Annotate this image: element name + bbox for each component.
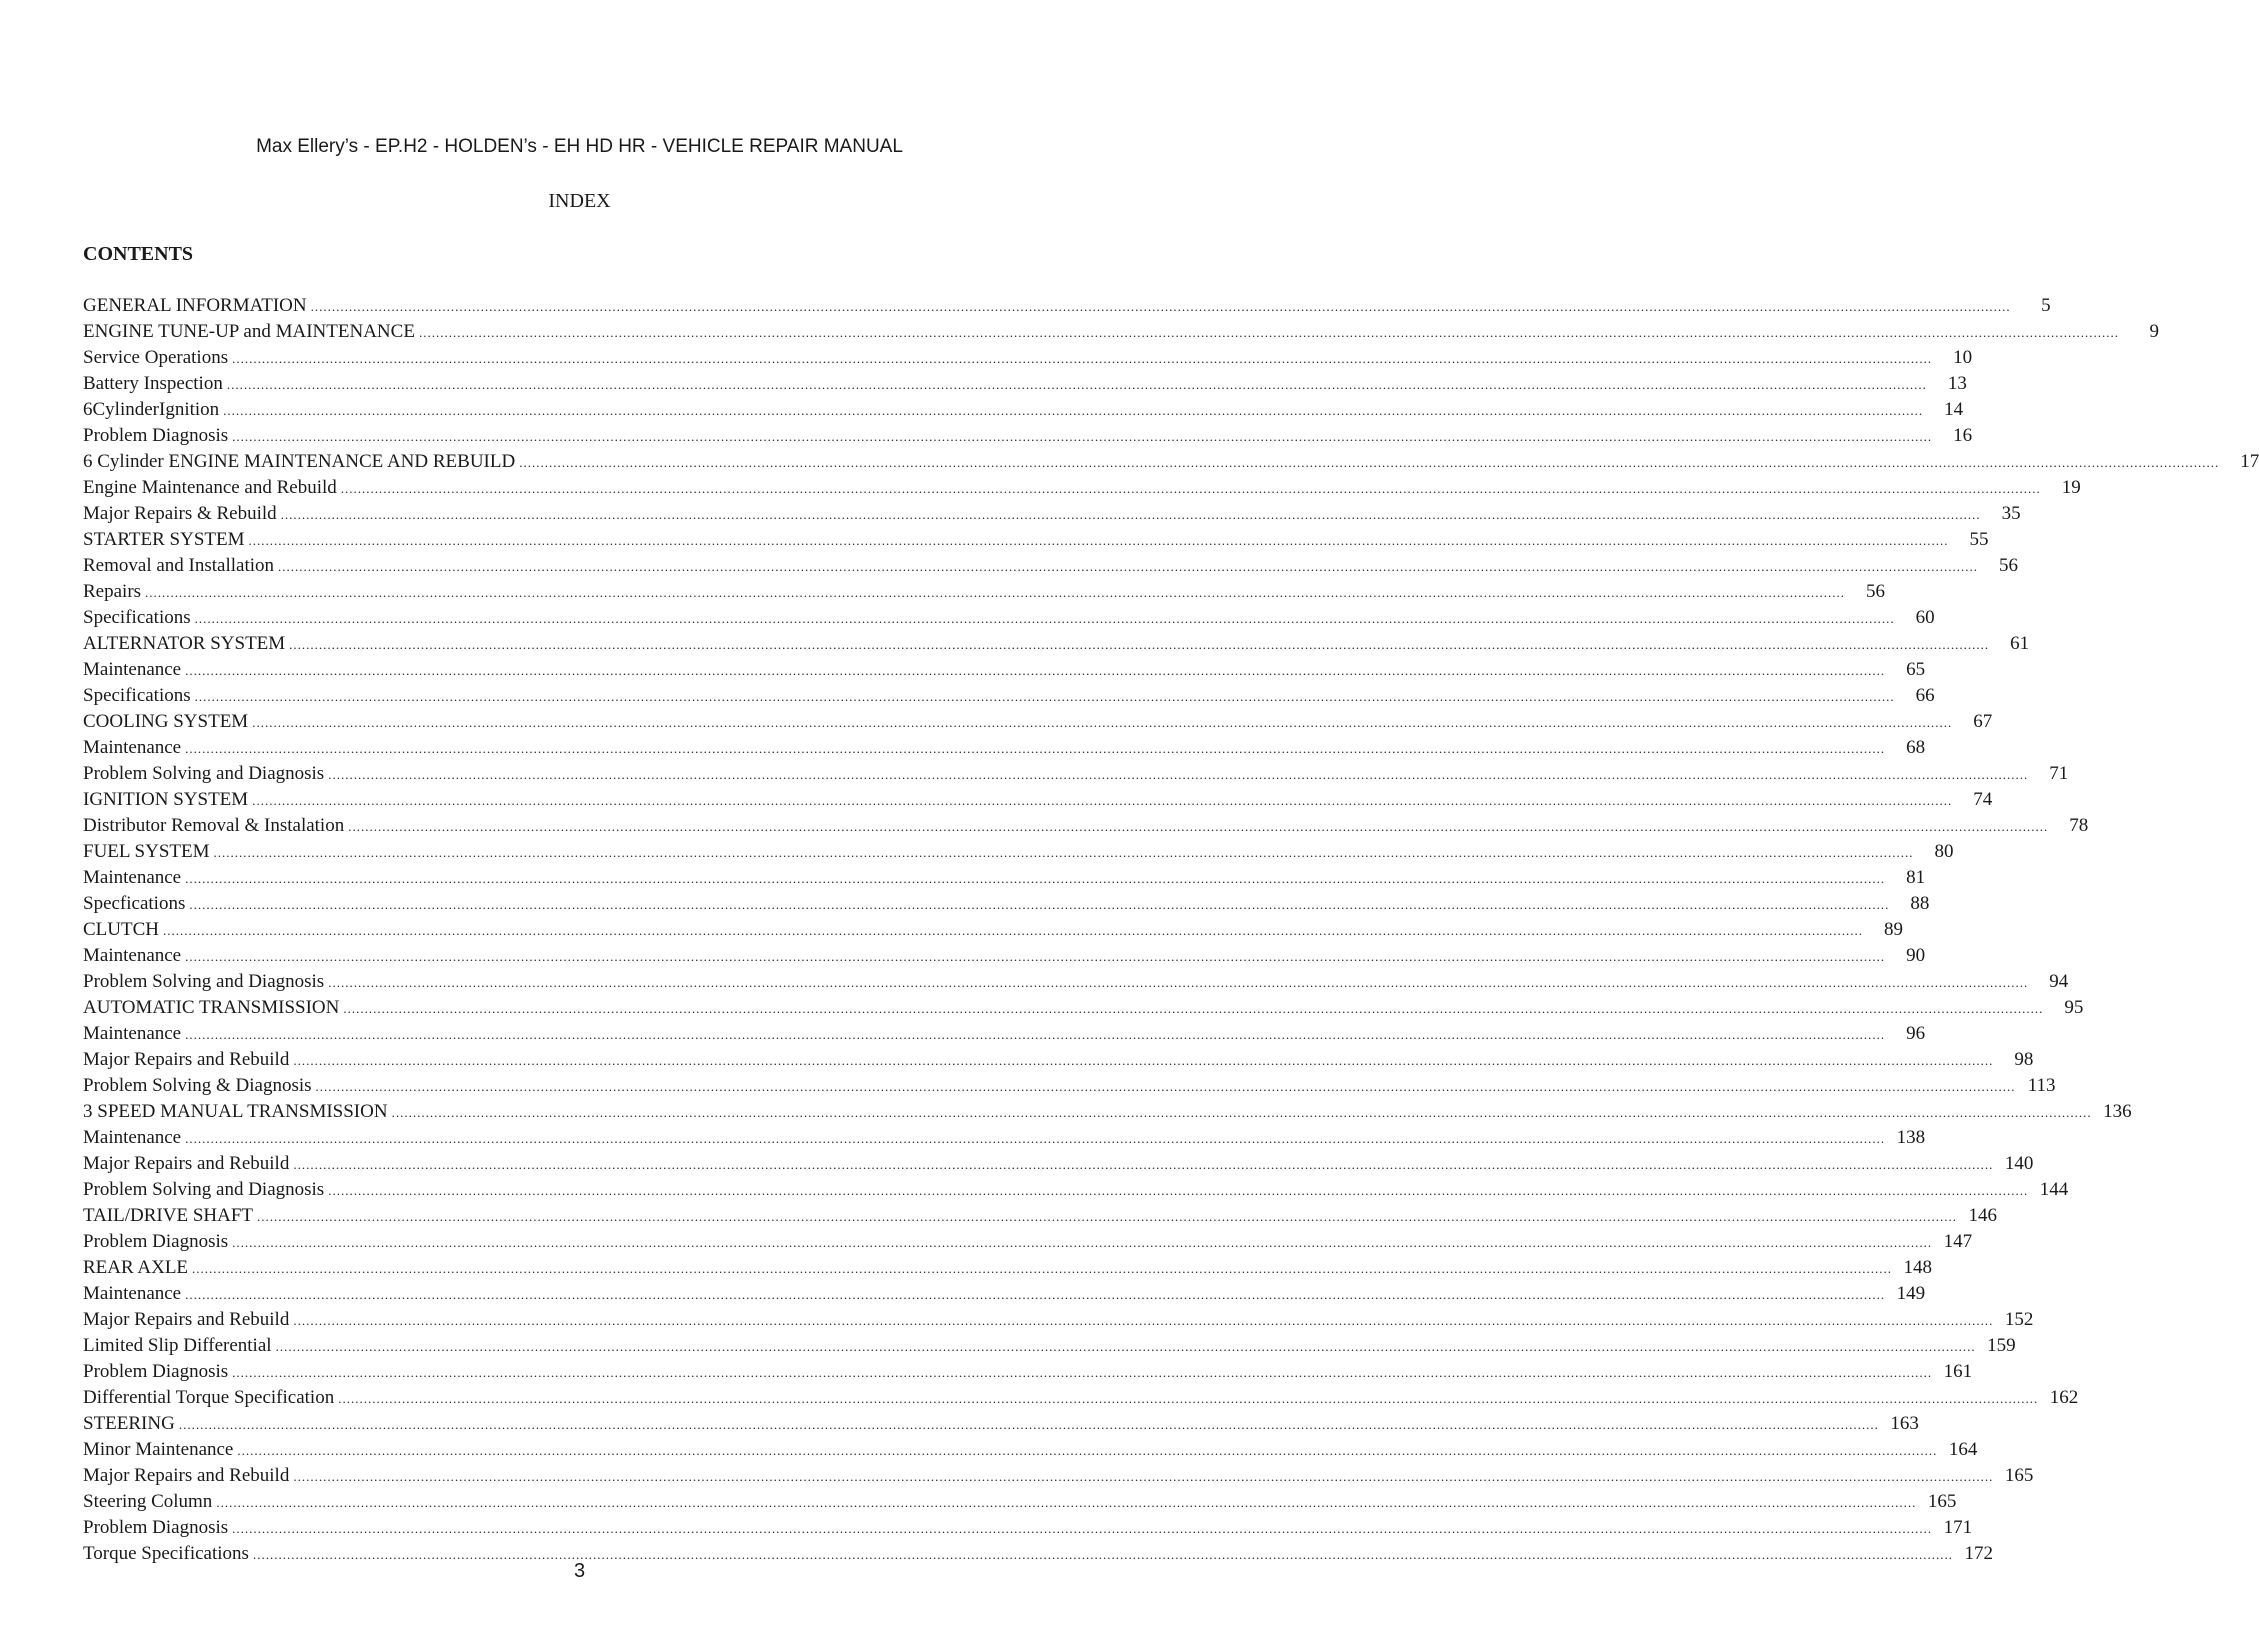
toc-entry [83,709,1993,735]
toc-entry [83,397,1964,423]
toc-entry [83,1021,1926,1047]
toc-leader-dots: ................................................................................................................................................................................................................................................................................................................................................................................................................ [232,429,1933,444]
toc-leader-dots: ................................................................................................................................................................................................................................................................................................................................................................................................................ [293,1469,1994,1484]
toc-leader-dots: ................................................................................................................................................................................................................................................................................................................................................................................................................ [194,689,1895,704]
toc-leader-dots: ................................................................................................................................................................................................................................................................................................................................................................................................................ [237,1443,1938,1458]
toc-entry [83,1281,1926,1307]
toc-entry-label: Service Operations [83,347,229,368]
toc-entry-page: 14 [1944,399,1964,420]
toc-entry [83,683,1935,709]
toc-entry-label: ENGINE TUNE-UP and MAINTENANCE [83,321,415,342]
toc-entry-page: 80 [1934,841,1954,862]
toc-entry-page: 56 [1999,555,2019,576]
toc-entry [83,371,1967,397]
toc-entry [83,1463,2034,1489]
toc-entry-label: AUTOMATIC TRANSMISSION [83,997,340,1018]
toc-leader-dots: ................................................................................................................................................................................................................................................................................................................................................................................................................ [257,1209,1957,1224]
toc-leader-dots: ................................................................................................................................................................................................................................................................................................................................................................................................................ [163,923,1863,938]
toc-entry-label: Maintenance [83,1283,182,1304]
toc-entry [83,839,1954,865]
toc-entry-label: Minor Maintenance [83,1439,234,1460]
toc-entry-page: 35 [2001,503,2021,524]
toc-leader-dots: ................................................................................................................................................................................................................................................................................................................................................................................................................ [328,975,2029,990]
toc-leader-dots: ................................................................................................................................................................................................................................................................................................................................................................................................................ [223,403,1924,418]
toc-entry-page: 162 [2049,1387,2079,1408]
toc-entry-page: 61 [2010,633,2030,654]
toc-leader-dots: ................................................................................................................................................................................................................................................................................................................................................................................................................ [192,1261,1893,1276]
toc-entry-page: 163 [1890,1413,1919,1434]
toc-leader-dots: ................................................................................................................................................................................................................................................................................................................................................................................................................ [232,1365,1933,1380]
toc-entry-label: Major Repairs and Rebuild [83,1309,290,1330]
toc-entry-page: 19 [2061,477,2081,498]
toc-entry-page: 149 [1896,1283,1926,1304]
toc-entry [83,1099,2132,1125]
toc-entry-label: 6CylinderIgnition [83,399,220,420]
toc-entry-page: 144 [2039,1179,2069,1200]
toc-leader-dots: ................................................................................................................................................................................................................................................................................................................................................................................................................ [185,663,1886,678]
toc-entry-label: Distributor Removal & Instalation [83,815,345,836]
toc-leader-dots: ................................................................................................................................................................................................................................................................................................................................................................................................................ [315,1079,2016,1094]
toc-entry-page: 65 [1906,659,1926,680]
toc-entry-page: 96 [1906,1023,1926,1044]
toc-entry-label: Problem Solving & Diagnosis [83,1075,312,1096]
toc-leader-dots: ................................................................................................................................................................................................................................................................................................................................................................................................................ [328,767,2029,782]
toc-entry [83,579,1886,605]
toc-leader-dots: ................................................................................................................................................................................................................................................................................................................................................................................................................ [391,1105,2092,1120]
toc-entry-page: 68 [1906,737,1926,758]
toc-entry-label: Major Repairs and Rebuild [83,1049,290,1070]
toc-entry-page: 17 [2240,451,2259,472]
toc-leader-dots: ................................................................................................................................................................................................................................................................................................................................................................................................................ [178,1417,1879,1432]
toc-entry-page: 161 [1943,1361,1973,1382]
toc-entry [83,1255,1933,1281]
toc-leader-dots: ................................................................................................................................................................................................................................................................................................................................................................................................................ [194,611,1895,626]
toc-leader-dots: ................................................................................................................................................................................................................................................................................................................................................................................................................ [293,1313,1994,1328]
toc-entry [83,917,1903,943]
toc-entry-label: CLUTCH [83,919,159,940]
toc-entry [83,475,2081,501]
toc-entry-label: Problem Solving and Diagnosis [83,1179,325,1200]
toc-entry [83,1437,1978,1463]
toc-entry [83,995,2084,1021]
toc-entry [83,943,1926,969]
toc-leader-dots: ................................................................................................................................................................................................................................................................................................................................................................................................................ [248,533,1949,548]
toc-leader-dots: ................................................................................................................................................................................................................................................................................................................................................................................................................ [348,819,2049,834]
toc-entry-page: 78 [2069,815,2089,836]
toc-leader-dots: ................................................................................................................................................................................................................................................................................................................................................................................................................ [232,351,1933,366]
toc-entry-label: Torque Specifications [83,1543,249,1564]
toc-entry [83,657,1926,683]
toc-leader-dots: ................................................................................................................................................................................................................................................................................................................................................................................................................ [252,793,1953,808]
toc-entry-label: Engine Maintenance and Rebuild [83,477,337,498]
toc-leader-dots: ................................................................................................................................................................................................................................................................................................................................................................................................................ [328,1183,2029,1198]
toc-entry [83,735,1926,761]
toc-entry-page: 88 [1910,893,1930,914]
toc-entry [83,449,2259,475]
toc-leader-dots: ................................................................................................................................................................................................................................................................................................................................................................................................................ [343,1001,2044,1016]
toc-entry [83,1073,2056,1099]
toc-leader-dots: ................................................................................................................................................................................................................................................................................................................................................................................................................ [252,715,1953,730]
toc-entry-page: 81 [1906,867,1926,888]
toc-entry-label: Differential Torque Specification [83,1387,335,1408]
toc-entry [83,631,2030,657]
toc-entry-page: 60 [1915,607,1935,628]
toc-leader-dots: ................................................................................................................................................................................................................................................................................................................................................................................................................ [185,1287,1886,1302]
toc-leader-dots: ................................................................................................................................................................................................................................................................................................................................................................................................................ [145,585,1846,600]
toc-entry [83,1411,1919,1437]
toc-leader-dots: ................................................................................................................................................................................................................................................................................................................................................................................................................ [280,507,1981,522]
toc-entry-label: TAIL/DRIVE SHAFT [83,1205,253,1226]
toc-entry-label: 6 Cylinder ENGINE MAINTENANCE AND REBUILD [83,451,516,472]
toc-entry-page: 16 [1953,425,1973,446]
toc-entry-label: Specifications [83,685,191,706]
toc-entry-label: Maintenance [83,659,182,680]
toc-entry [83,891,1930,917]
toc-leader-dots: ................................................................................................................................................................................................................................................................................................................................................................................................................ [232,1521,1933,1536]
toc-entry-page: 165 [2004,1465,2034,1486]
toc-entry-page: 146 [1968,1205,1997,1226]
toc-entry [83,865,1926,891]
toc-entry-page: 5 [2041,295,2051,316]
toc-entry-page: 165 [1927,1491,1957,1512]
toc-leader-dots: ................................................................................................................................................................................................................................................................................................................................................................................................................ [293,1157,1994,1172]
toc-leader-dots: ................................................................................................................................................................................................................................................................................................................................................................................................................ [185,741,1886,756]
toc-entry [83,787,1993,813]
toc-leader-dots: ................................................................................................................................................................................................................................................................................................................................................................................................................ [275,1339,1976,1354]
toc-entry-label: Problem Solving and Diagnosis [83,763,325,784]
toc-entry [83,1359,1973,1385]
toc-entry-page: 136 [2103,1101,2132,1122]
toc-leader-dots: ................................................................................................................................................................................................................................................................................................................................................................................................................ [519,455,2220,470]
toc-entry-page: 90 [1906,945,1926,966]
toc-entry-page: 13 [1947,373,1967,394]
toc-entry [83,761,2069,787]
toc-entry-label: Removal and Installation [83,555,275,576]
toc-entry-label: Problem Diagnosis [83,1231,229,1252]
toc-leader-dots: ................................................................................................................................................................................................................................................................................................................................................................................................................ [185,1131,1886,1146]
toc-leader-dots: ................................................................................................................................................................................................................................................................................................................................................................................................................ [252,1547,1953,1562]
toc-entry [83,969,2069,995]
toc-entry-label: Maintenance [83,737,182,758]
toc-entry [83,423,1973,449]
toc-leader-dots: ................................................................................................................................................................................................................................................................................................................................................................................................................ [185,949,1886,964]
toc-entry-page: 56 [1866,581,1886,602]
toc-entry-page: 138 [1896,1127,1926,1148]
toc-entry [83,1177,2069,1203]
toc-entry-label: FUEL SYSTEM [83,841,210,862]
contents-heading: CONTENTS [83,243,194,265]
toc-entry-label: Maintenance [83,945,182,966]
toc-entry-label: Maintenance [83,1023,182,1044]
toc-leader-dots: ................................................................................................................................................................................................................................................................................................................................................................................................................ [226,377,1927,392]
toc-entry [83,345,1973,371]
toc-entry-page: 113 [2027,1075,2056,1096]
toc-entry-label: Major Repairs & Rebuild [83,503,277,524]
toc-entry-label: Limited Slip Differential [83,1335,272,1356]
toc-entry-label: Major Repairs and Rebuild [83,1465,290,1486]
toc-entry-label: Specfications [83,893,186,914]
toc-entry-page: 10 [1953,347,1973,368]
toc-entry-page: 171 [1943,1517,1973,1538]
toc-leader-dots: ................................................................................................................................................................................................................................................................................................................................................................................................................ [213,845,1914,860]
toc-entry [83,1515,1973,1541]
toc-entry [83,553,2019,579]
toc-entry-page: 89 [1884,919,1903,940]
toc-entry-label: Problem Diagnosis [83,425,229,446]
toc-entry [83,1307,2034,1333]
toc-entry-page: 9 [2149,321,2159,342]
toc-entry-page: 148 [1903,1257,1933,1278]
toc-entry-label: Problem Diagnosis [83,1361,229,1382]
toc-leader-dots: ................................................................................................................................................................................................................................................................................................................................................................................................................ [293,1053,1994,1068]
toc-entry [83,1125,1926,1151]
toc-entry-label: STEERING [83,1413,175,1434]
toc-leader-dots: ................................................................................................................................................................................................................................................................................................................................................................................................................ [278,559,1979,574]
toc-leader-dots: ................................................................................................................................................................................................................................................................................................................................................................................................................ [289,637,1990,652]
toc-entry-page: 66 [1915,685,1935,706]
toc-entry [83,1489,1957,1515]
toc-entry-label: Repairs [83,581,142,602]
toc-leader-dots: ................................................................................................................................................................................................................................................................................................................................................................................................................ [185,1027,1886,1042]
toc-entry-page: 172 [1964,1543,1993,1564]
toc-leader-dots: ................................................................................................................................................................................................................................................................................................................................................................................................................ [189,897,1890,912]
toc-entry [83,319,2159,345]
toc-entry [83,293,2051,319]
toc-entry [83,1385,2079,1411]
toc-entry-page: 164 [1948,1439,1978,1460]
toc-entry [83,1203,1997,1229]
table-of-contents [83,293,2259,1567]
toc-entry-label: GENERAL INFORMATION [83,295,307,316]
toc-entry [83,605,1935,631]
toc-entry-page: 74 [1973,789,1993,810]
toc-entry-page: 67 [1973,711,1993,732]
toc-entry-label: Maintenance [83,867,182,888]
toc-entry-label: Problem Diagnosis [83,1517,229,1538]
toc-entry-label: COOLING SYSTEM [83,711,249,732]
toc-entry [83,813,2089,839]
toc-entry [83,501,2021,527]
toc-entry [83,1047,2034,1073]
toc-leader-dots: ................................................................................................................................................................................................................................................................................................................................................................................................................ [185,871,1886,886]
toc-leader-dots: ................................................................................................................................................................................................................................................................................................................................................................................................................ [232,1235,1933,1250]
toc-entry-label: REAR AXLE [83,1257,189,1278]
toc-leader-dots: ................................................................................................................................................................................................................................................................................................................................................................................................................ [216,1495,1917,1510]
toc-entry-label: 3 SPEED MANUAL TRANSMISSION [83,1101,388,1122]
toc-entry-label: Battery Inspection [83,373,223,394]
toc-entry-page: 140 [2004,1153,2034,1174]
toc-entry-label: Major Repairs and Rebuild [83,1153,290,1174]
toc-entry-page: 152 [2004,1309,2034,1330]
toc-entry-page: 98 [2014,1049,2034,1070]
toc-entry-label: STARTER SYSTEM [83,529,245,550]
toc-entry-label: Problem Solving and Diagnosis [83,971,325,992]
toc-entry-page: 94 [2049,971,2069,992]
toc-entry-label: Specifications [83,607,191,628]
toc-leader-dots: ................................................................................................................................................................................................................................................................................................................................................................................................................ [338,1391,2039,1406]
toc-leader-dots: ................................................................................................................................................................................................................................................................................................................................................................................................................ [340,481,2041,496]
toc-entry-page: 71 [2049,763,2069,784]
toc-entry [83,1151,2034,1177]
toc-entry-label: ALTERNATOR SYSTEM [83,633,286,654]
manual-title: Max Ellery’s - EP.H2 - HOLDEN’s - EH HD HR - VEHICLE REPAIR MANUAL [256,136,903,157]
toc-entry [83,527,1989,553]
index-label: INDEX [548,190,611,212]
toc-entry [83,1229,1973,1255]
toc-entry-label: Maintenance [83,1127,182,1148]
toc-entry-page: 147 [1943,1231,1973,1252]
page-number: 3 [573,1560,586,1582]
toc-leader-dots: ................................................................................................................................................................................................................................................................................................................................................................................................................ [310,299,2011,314]
toc-entry-page: 95 [2064,997,2084,1018]
toc-entry [83,1333,2016,1359]
toc-entry-page: 159 [1987,1335,2016,1356]
toc-entry-page: 55 [1969,529,1989,550]
toc-leader-dots: ................................................................................................................................................................................................................................................................................................................................................................................................................ [418,325,2119,340]
toc-entry-label: Steering Column [83,1491,213,1512]
toc-entry-label: IGNITION SYSTEM [83,789,249,810]
